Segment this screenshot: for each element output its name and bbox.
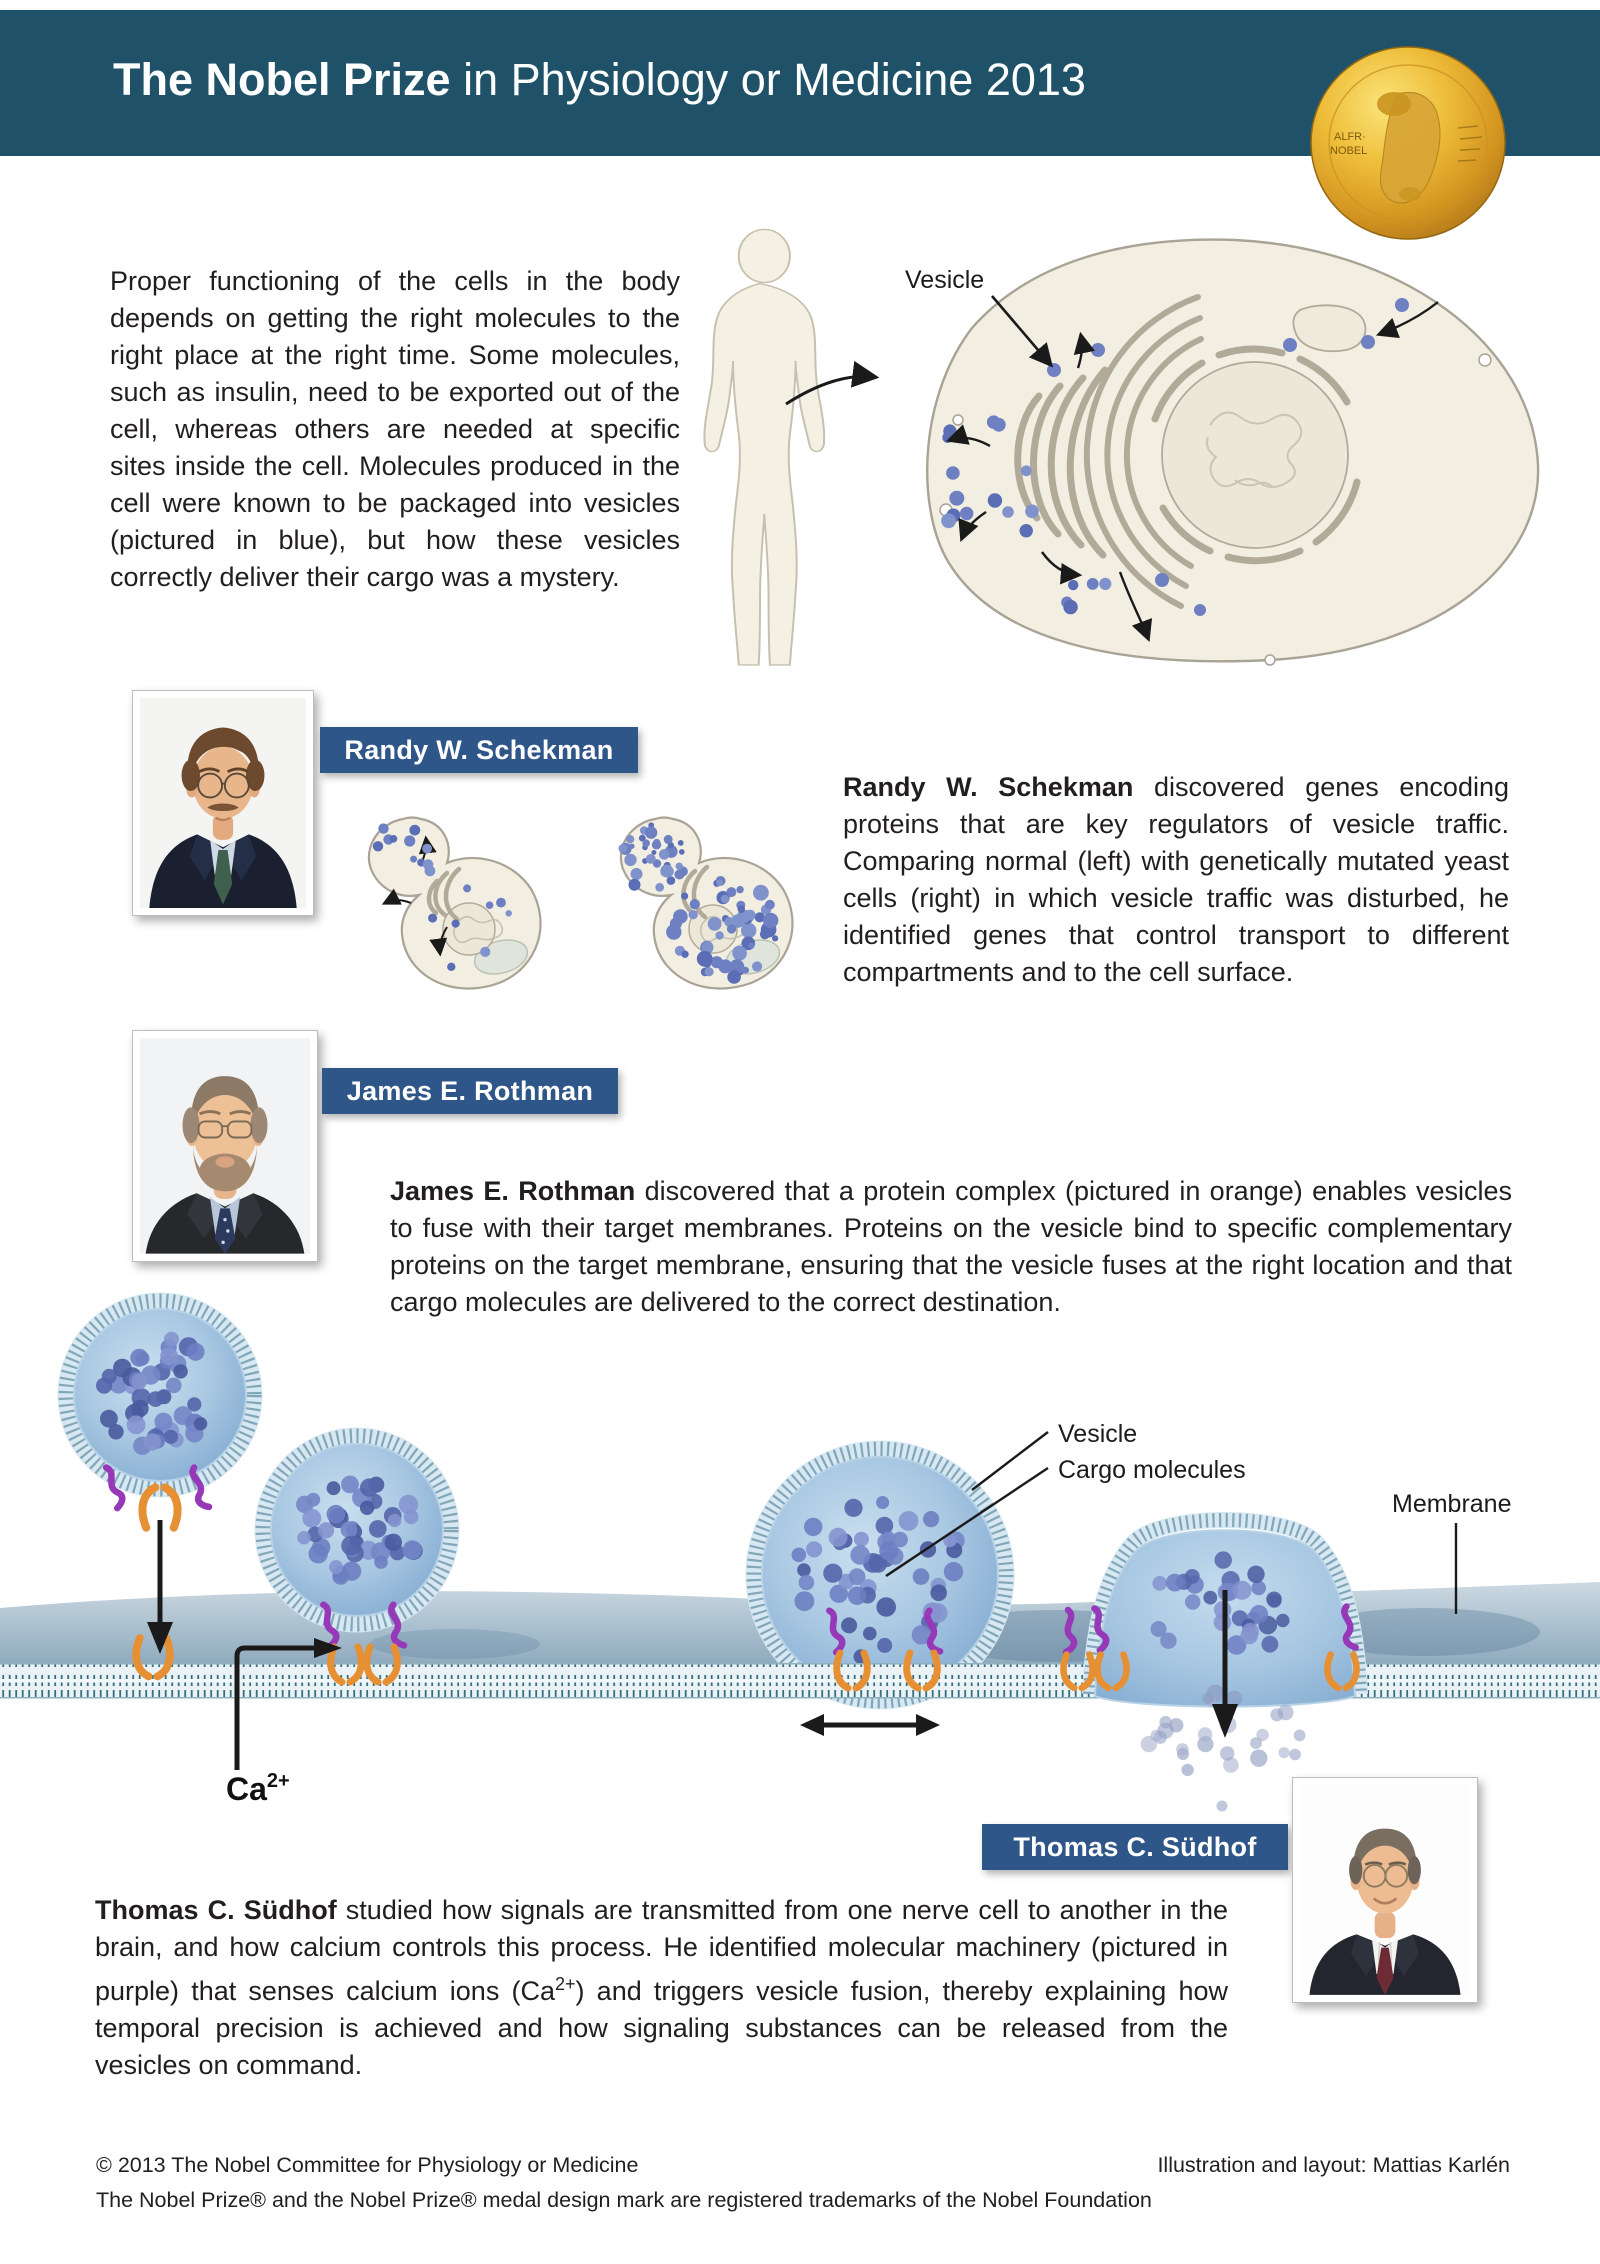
page-title-bold: The Nobel Prize (113, 54, 451, 105)
vesicle-fusion-diagram (0, 1280, 1600, 1820)
vesicle-label: Vesicle (905, 266, 985, 294)
nucleus (1162, 362, 1348, 548)
sudhof-paragraph-text-b: ) and triggers vesicle fusion, thereby explaining how temporal precision is achieved and how signaling substances can be released from the vesicles on command. (95, 1976, 1228, 2080)
cargo-molecules-label: Cargo molecules (1058, 1456, 1246, 1484)
calcium-superscript: 2+ (555, 1974, 576, 1994)
footer (96, 2148, 1510, 2218)
sudhof-paragraph-text-a: studied how signals are transmitted from one nerve cell to another in the brain, and how calcium controls this process. He identified molecular machinery (pictured in purple) that senses calcium ions (Ca (95, 1895, 1228, 2006)
yeast-normal (369, 818, 541, 989)
footer-credit: Illustration and layout: Mattias Karlén (1157, 2153, 1510, 2177)
sudhof-name-banner: Thomas C. Südhof (982, 1824, 1288, 1870)
endosome-compartment (1293, 305, 1365, 351)
sudhof-paragraph-lead: Thomas C. Südhof (95, 1895, 337, 1925)
schekman-photo (132, 690, 314, 916)
vesicle-docking (263, 1436, 451, 1624)
medal-inscription-1: ALFR· (1334, 131, 1366, 143)
sudhof-paragraph (95, 1892, 1228, 2084)
yeast-mutated (619, 818, 793, 989)
human-silhouette (704, 229, 824, 665)
vesicle-free (66, 1301, 254, 1489)
schekman-name-banner: Randy W. Schekman (320, 727, 638, 773)
yeast-cells-illustration (345, 803, 795, 1000)
cell-overview-illustration (690, 210, 1550, 680)
footer-copyright: © 2013 The Nobel Committee for Physiology or Medicine (96, 2153, 639, 2177)
sudhof-portrait (1300, 1785, 1470, 1995)
intro-paragraph: Proper functioning of the cells in the body depends on getting the right molecules to the right place at the right time. Some molecules, such as insulin, need to be exported out of the cell, whereas others are needed at specific sites inside the cell. Molecules produced in the cell were known to be packaged into vesicles (pictured in blue), but how these vesicles correctly deliver their cargo was a mystery. (110, 266, 680, 592)
page-title (113, 54, 1086, 106)
sudhof-photo (1292, 1777, 1478, 2003)
rothman-photo (132, 1030, 318, 1262)
schekman-paragraph-lead: Randy W. Schekman (843, 772, 1134, 802)
schekman-paragraph-text: discovered genes encoding proteins that are key regulators of vesicle traffic. Comparing normal (left) with genetically mutated yeast cells (right) in which vesicle traffic was disturbed, he identified genes that control transport to different compartments and to the cell surface. (843, 772, 1509, 987)
rothman-name-banner: James E. Rothman (322, 1068, 618, 1114)
membrane-label: Membrane (1392, 1490, 1512, 1518)
medal-inscription-2: NOBEL (1330, 145, 1368, 157)
rothman-paragraph-lead: James E. Rothman (390, 1176, 636, 1206)
footer-trademark: The Nobel Prize® and the Nobel Prize® medal design mark are registered trademarks of the Nobel Foundation (96, 2188, 1152, 2212)
calcium-label: $Ca^{2+}$ (226, 1770, 290, 1807)
rothman-portrait (140, 1038, 310, 1254)
schekman-paragraph (843, 769, 1509, 991)
rothman-paragraph-text: discovered that a protein complex (pictured in orange) enables vesicles to fuse with their target membranes. Proteins on the vesicle bind to specific complementary proteins on the target membrane, ensuring that the vesicle fuses at the right location and that cargo molecules are delivered to the correct destination. (390, 1176, 1513, 1317)
vesicle-label: Vesicle (1058, 1420, 1138, 1448)
schekman-portrait (140, 698, 306, 908)
page-title-rest: in Physiology or Medicine 2013 (450, 54, 1086, 105)
